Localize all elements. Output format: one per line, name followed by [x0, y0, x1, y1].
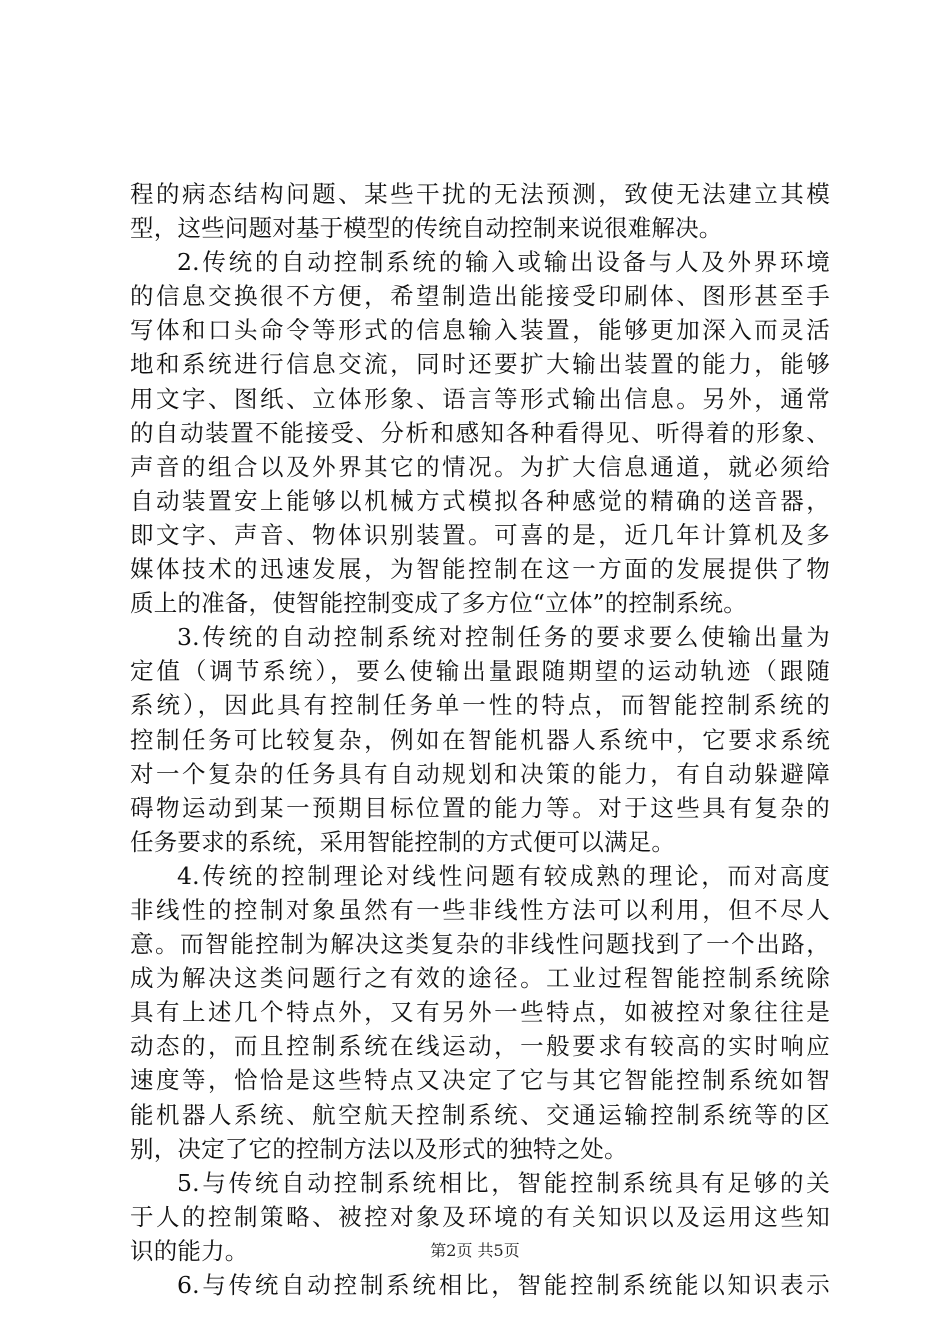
text-line: 动态的，而且控制系统在线运动，一般要求有较高的实时响应 [130, 1032, 830, 1061]
text-line: 媒体技术的迅速发展，为智能控制在这一方面的发展提供了物 [130, 555, 830, 584]
text-line: 的信息交换很不方便，希望制造出能接受印刷体、图形甚至手 [130, 282, 830, 311]
text-line: 系统），因此具有控制任务单一性的特点，而智能控制系统的 [130, 691, 830, 720]
text-line: 程的病态结构问题、某些干扰的无法预测，致使无法建立其模 [130, 180, 830, 208]
paragraph-start: 4.传统的控制理论对线性问题有较成熟的理论，而对高度 [177, 861, 830, 890]
text-line: 于人的控制策略、被控对象及环境的有关知识以及运用这些知 [130, 1202, 830, 1231]
text-line: 意。而智能控制为解决这类复杂的非线性问题找到了一个出路， [130, 930, 830, 959]
text-line: 写体和口头命令等形式的信息输入装置，能够更加深入而灵活 [130, 316, 830, 345]
text-line: 地和系统进行信息交流，同时还要扩大输出装置的能力，能够 [130, 350, 830, 379]
text-line: 任务要求的系统，采用智能控制的方式便可以满足。 [130, 827, 676, 856]
text-line: 控制任务可比较复杂，例如在智能机器人系统中，它要求系统 [130, 725, 830, 754]
document-body [130, 177, 830, 1302]
text-line: 具有上述几个特点外，又有另外一些特点，如被控对象往往是 [130, 998, 830, 1027]
text-line: 碍物运动到某一预期目标位置的能力等。对于这些具有复杂的 [130, 793, 830, 822]
paragraph-start: 6.与传统自动控制系统相比，智能控制系统能以知识表示 [177, 1271, 830, 1299]
text-line: 即文字、声音、物体识别装置。可喜的是，近几年计算机及多 [130, 520, 830, 549]
text-line: 声音的组合以及外界其它的情况。为扩大信息通道，就必须给 [130, 452, 830, 481]
text-line: 自动装置安上能够以机械方式模拟各种感觉的精确的送音器， [130, 486, 830, 515]
page-number-footer: 第2页 共5页 [430, 1241, 520, 1260]
text-line: 定值（调节系统），要么使输出量跟随期望的运动轨迹（跟随 [130, 657, 830, 686]
text-line: 能机器人系统、航空航天控制系统、交通运输控制系统等的区 [130, 1100, 830, 1129]
text-line: 非线性的控制对象虽然有一些非线性方法可以利用，但不尽人 [130, 895, 830, 924]
text-line: 用文字、图纸、立体形象、语言等形式输出信息。另外，通常 [130, 384, 830, 413]
text-line: 对一个复杂的任务具有自动规划和决策的能力，有自动躲避障 [130, 759, 830, 788]
text-line: 的自动装置不能接受、分析和感知各种看得见、听得着的形象、 [130, 418, 830, 447]
text-line: 成为解决这类问题行之有效的途径。工业过程智能控制系统除 [130, 964, 830, 993]
text-line: 型，这些问题对基于模型的传统自动控制来说很难解决。 [130, 214, 723, 243]
text-line: 别，决定了它的控制方法以及形式的独特之处。 [130, 1134, 628, 1163]
text-line: 质上的准备，使智能控制变成了多方位“立体”的控制系统。 [130, 589, 747, 618]
paragraph-start: 3.传统的自动控制系统对控制任务的要求要么使输出量为 [177, 623, 830, 652]
text-line: 速度等，恰恰是这些特点又决定了它与其它智能控制系统如智 [130, 1066, 830, 1095]
text-line: 识的能力。 [130, 1236, 249, 1265]
paragraph-start: 5.与传统自动控制系统相比，智能控制系统具有足够的关 [177, 1168, 830, 1197]
paragraph-start: 2.传统的自动控制系统的输入或输出设备与人及外界环境 [177, 248, 830, 277]
